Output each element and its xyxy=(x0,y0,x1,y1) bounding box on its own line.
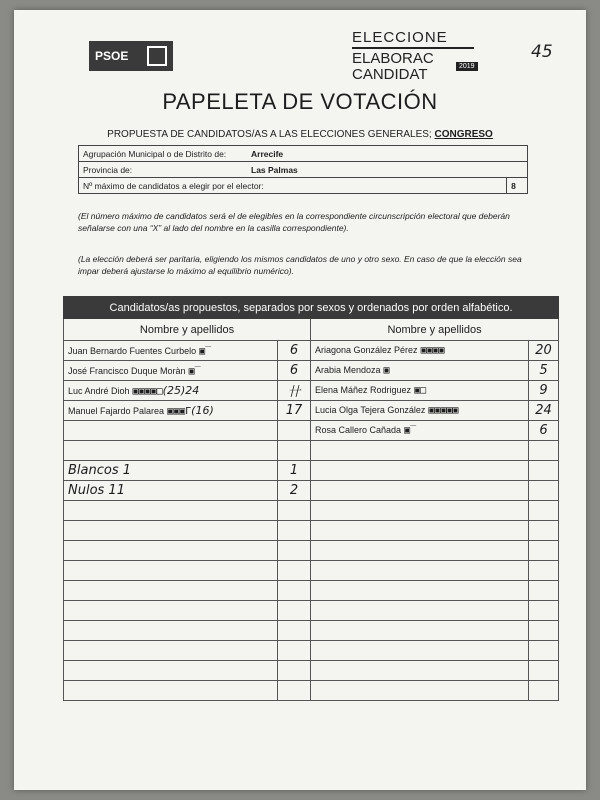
empty-cell xyxy=(64,561,278,581)
left-candidate-cell xyxy=(64,421,278,441)
table-banner-row xyxy=(64,297,559,319)
note-max-candidates: (El número máximo de candidatos será el de elegibles en la correspondiente circunscripción electoral que deberán señalarse con una “X” al lado del nombre en la casilla correspondiente). xyxy=(78,211,510,233)
empty-row xyxy=(64,621,559,641)
right-candidate-name: Elena Máñez Rodriguez xyxy=(315,385,412,395)
left-count: 6 xyxy=(278,341,311,361)
info-table xyxy=(78,145,528,194)
left-count: 6 xyxy=(278,361,311,381)
left-candidate-name: Nulos 11 xyxy=(68,483,125,498)
empty-cell xyxy=(529,521,559,541)
left-candidate-cell xyxy=(64,361,278,381)
empty-cell xyxy=(529,621,559,641)
empty-cell xyxy=(311,661,529,681)
left-candidate-name: José Francisco Duque Moràn xyxy=(68,366,186,376)
left-count: 17 xyxy=(278,401,311,421)
right-candidate-name: Ariagona González Pérez xyxy=(315,345,418,355)
empty-cell xyxy=(278,501,311,521)
banner-line-2: ELABORAC xyxy=(352,50,434,67)
candidates-table xyxy=(63,296,559,701)
empty-cell xyxy=(311,541,529,561)
info-row xyxy=(79,178,528,194)
subtitle-text: PROPUESTA DE CANDIDATOS/AS A LAS ELECCIONES GENERALES; xyxy=(107,129,432,140)
empty-row xyxy=(64,521,559,541)
right-tally-marks: ▣ xyxy=(383,365,390,376)
empty-cell xyxy=(278,561,311,581)
left-candidate-name: Blancos 1 xyxy=(68,463,132,478)
ballot-paper xyxy=(14,10,586,790)
left-candidate-cell xyxy=(64,381,278,401)
info-label: Provincia de: xyxy=(79,162,248,178)
banner-year-badge: 2019 xyxy=(456,62,478,71)
logo-text: PSOE xyxy=(95,49,129,63)
right-count: 20 xyxy=(529,341,559,361)
empty-cell xyxy=(529,601,559,621)
info-value: 8 xyxy=(507,178,528,194)
right-count: 24 xyxy=(529,401,559,421)
empty-cell xyxy=(529,501,559,521)
left-count xyxy=(278,441,311,461)
right-candidate-cell xyxy=(311,401,529,421)
empty-cell xyxy=(529,541,559,561)
col-header-left: Nombre y apellidos xyxy=(64,319,311,341)
table-row xyxy=(64,341,559,361)
table-row xyxy=(64,421,559,441)
right-candidate-name: Lucia Olga Tejera González xyxy=(315,405,426,415)
subtitle xyxy=(14,129,586,140)
right-candidate-cell xyxy=(311,461,529,481)
empty-row xyxy=(64,561,559,581)
right-candidate-cell xyxy=(311,381,529,401)
logo-mark-icon xyxy=(147,46,167,66)
empty-cell xyxy=(311,621,529,641)
left-candidate-name: Juan Bernardo Fuentes Curbelo xyxy=(68,346,197,356)
info-row xyxy=(79,146,528,162)
empty-row xyxy=(64,581,559,601)
left-candidate-name: Manuel Fajardo Palarea xyxy=(68,406,165,416)
right-candidate-cell xyxy=(311,481,529,501)
empty-cell xyxy=(311,521,529,541)
table-header-row xyxy=(64,319,559,341)
right-count xyxy=(529,481,559,501)
empty-cell xyxy=(311,601,529,621)
left-count: 1 xyxy=(278,461,311,481)
handwritten-corner-number: 45 xyxy=(531,42,553,62)
empty-cell xyxy=(278,521,311,541)
empty-row xyxy=(64,681,559,701)
left-candidate-cell xyxy=(64,341,278,361)
empty-cell xyxy=(311,561,529,581)
empty-cell xyxy=(311,501,529,521)
right-tally-marks: ▣▣▣▣▣ xyxy=(428,405,459,416)
empty-cell xyxy=(64,521,278,541)
info-value: Arrecife xyxy=(247,146,528,162)
empty-cell xyxy=(529,581,559,601)
empty-cell xyxy=(311,641,529,661)
left-extra-note: (25)24 xyxy=(162,384,200,397)
left-candidate-cell xyxy=(64,461,278,481)
right-count xyxy=(529,441,559,461)
election-banner xyxy=(352,30,492,83)
table-row xyxy=(64,441,559,461)
left-count: 卄 xyxy=(278,381,311,401)
right-candidate-cell xyxy=(311,361,529,381)
right-candidate-cell xyxy=(311,341,529,361)
table-banner: Candidatos/as propuestos, separados por sexos y ordenados por orden alfabético. xyxy=(64,297,559,319)
info-label: Nº máximo de candidatos a elegir por el elector: xyxy=(79,178,507,194)
right-tally-marks: ▣□ xyxy=(414,385,427,396)
table-row xyxy=(64,381,559,401)
empty-row xyxy=(64,541,559,561)
empty-row xyxy=(64,601,559,621)
empty-cell xyxy=(64,621,278,641)
right-count: 5 xyxy=(529,361,559,381)
table-row xyxy=(64,461,559,481)
empty-cell xyxy=(278,661,311,681)
right-count: 6 xyxy=(529,421,559,441)
right-candidate-cell xyxy=(311,421,529,441)
left-tally-marks: ▣▣▣▣□ xyxy=(132,386,163,397)
subtitle-bold: CONGRESO xyxy=(434,129,493,140)
empty-cell xyxy=(64,501,278,521)
right-tally-marks: ▣▣▣▣ xyxy=(420,345,445,356)
empty-cell xyxy=(64,541,278,561)
left-tally-marks: ▣‾ xyxy=(188,366,201,377)
left-candidate-cell xyxy=(64,481,278,501)
empty-cell xyxy=(278,541,311,561)
empty-cell xyxy=(278,581,311,601)
banner-line-3: CANDIDAT xyxy=(352,66,428,83)
table-row xyxy=(64,481,559,501)
table-row xyxy=(64,361,559,381)
empty-row xyxy=(64,661,559,681)
table-row xyxy=(64,401,559,421)
empty-cell xyxy=(278,601,311,621)
empty-cell xyxy=(64,641,278,661)
empty-cell xyxy=(529,661,559,681)
note-parity: (La elección deberá ser paritaria, eligiendo los mismos candidatos de uno y otro sexo. En caso de que la elección sea impar deberá ajustarse lo máximo al equilibrio numérico). xyxy=(78,254,522,276)
empty-cell xyxy=(311,681,529,701)
page-title: PAPELETA DE VOTACIÓN xyxy=(162,89,438,114)
left-candidate-cell xyxy=(64,441,278,461)
psoe-logo xyxy=(89,41,173,71)
info-label: Agrupación Municipal o de Distrito de: xyxy=(79,146,248,162)
info-value: Las Palmas xyxy=(247,162,528,178)
empty-cell xyxy=(64,581,278,601)
left-candidate-name: Luc André Dioh xyxy=(68,386,130,396)
right-candidate-name: Arabia Mendoza xyxy=(315,365,381,375)
left-extra-note: (16) xyxy=(191,404,214,417)
col-header-right: Nombre y apellidos xyxy=(311,319,559,341)
left-tally-marks: ▣▣▣Γ xyxy=(167,406,192,417)
empty-cell xyxy=(278,641,311,661)
left-candidate-cell xyxy=(64,401,278,421)
right-candidate-cell xyxy=(311,441,529,461)
right-candidate-name: Rosa Callero Cañada xyxy=(315,425,402,435)
empty-cell xyxy=(64,601,278,621)
right-tally-marks: ▣‾ xyxy=(404,425,417,436)
empty-cell xyxy=(311,581,529,601)
empty-cell xyxy=(529,561,559,581)
empty-cell xyxy=(64,661,278,681)
left-tally-marks: ▣‾ xyxy=(199,346,212,357)
right-count: 9 xyxy=(529,381,559,401)
empty-cell xyxy=(529,641,559,661)
empty-row xyxy=(64,641,559,661)
banner-line-1: ELECCIONE xyxy=(352,29,448,46)
left-count xyxy=(278,421,311,441)
banner-divider xyxy=(352,47,474,49)
right-count xyxy=(529,461,559,481)
info-row xyxy=(79,162,528,178)
empty-cell xyxy=(278,621,311,641)
empty-cell xyxy=(529,681,559,701)
empty-row xyxy=(64,501,559,521)
empty-cell xyxy=(64,681,278,701)
empty-cell xyxy=(278,681,311,701)
left-count: 2 xyxy=(278,481,311,501)
